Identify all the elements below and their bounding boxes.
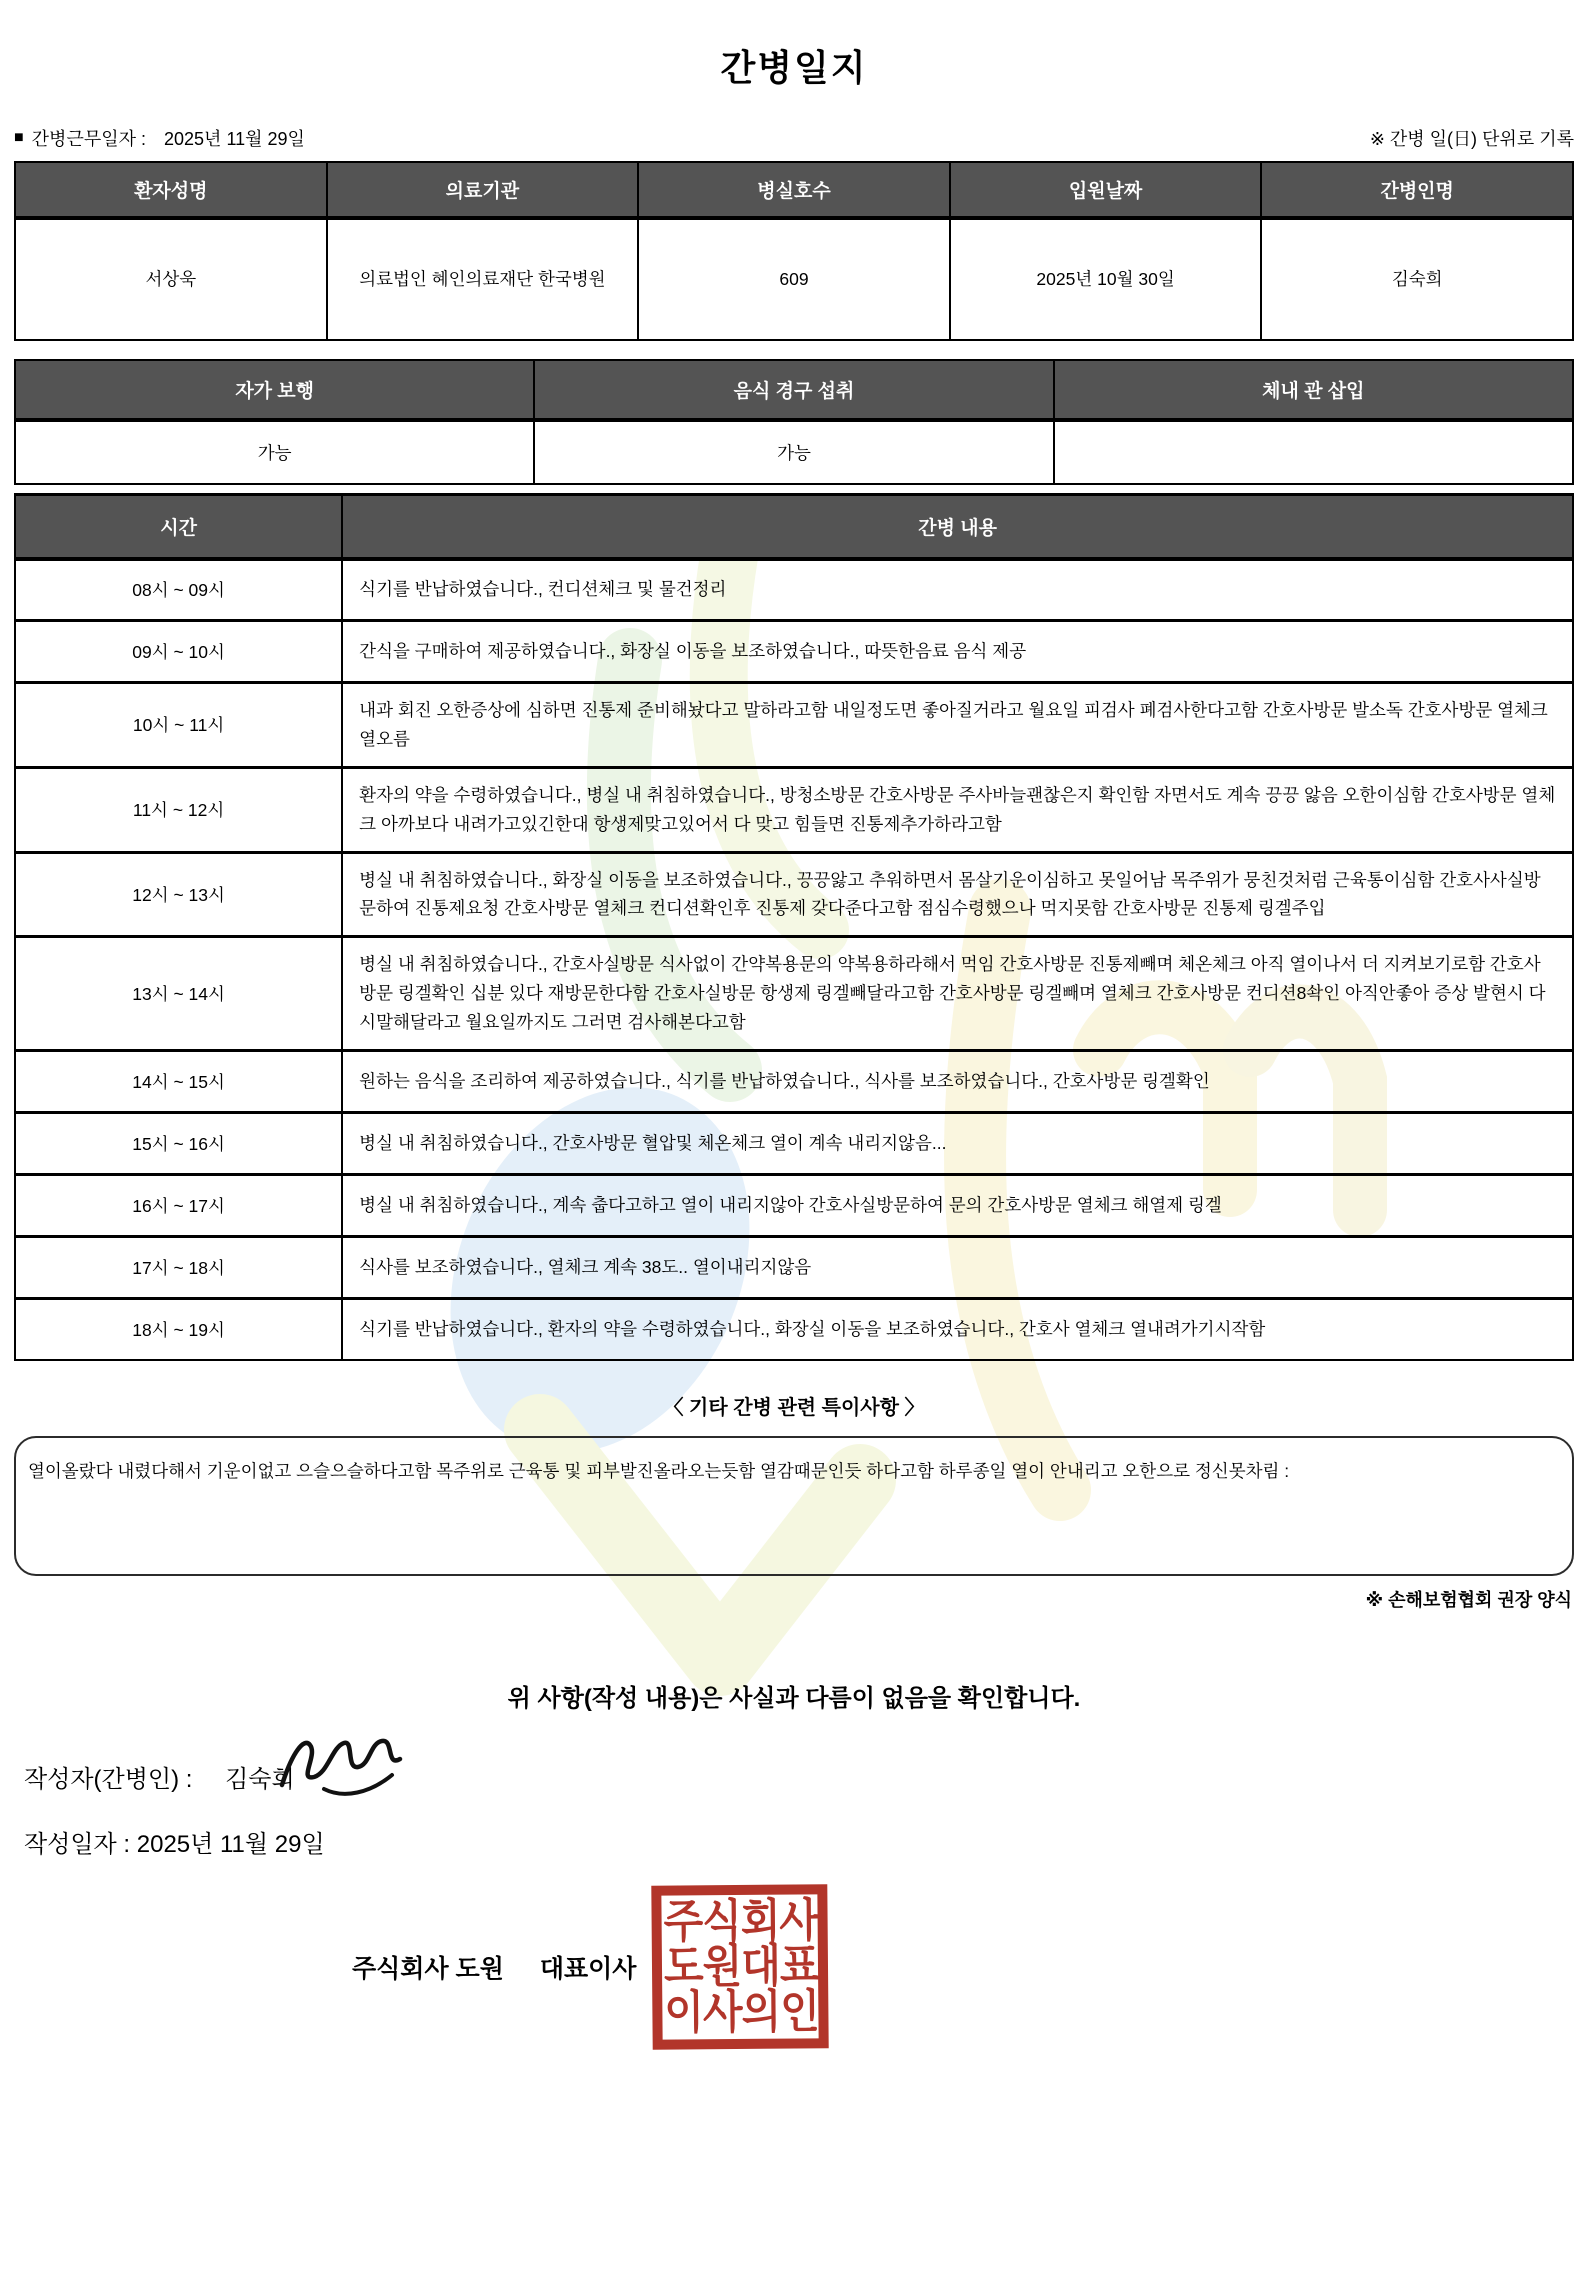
col-caregiver-name: 간병인명 (1261, 162, 1573, 218)
care-content: 병실 내 취침하였습니다., 간호사실방문 식사없이 간약복용문의 약복용하라해서 먹임 간호사방문 진통제빼며 체온체크 아직 열이나서 더 지켜보기로함 간호사방문 링겔확인 십분 있다 재방문한다함 간호사실방문 항생제 링겔빼달라고함 간호사방문 링겔빼며 열체크 간호사방문 컨디션8솩인 아직안좋아 증상 발현시 다시말해달라고 월요일까지도 그러면 검사해본다고함 (342, 937, 1573, 1051)
care-content: 원하는 음식을 조리하여 제공하였습니다., 식기를 반납하였습니다., 식사를 보조하였습니다., 간호사방문 링겔확인 (342, 1050, 1573, 1112)
care-content: 병실 내 취침하였습니다., 계속 춥다고하고 열이 내리지않아 간호사실방문하여 문의 간호사방문 열체크 해열제 링겔 (342, 1174, 1573, 1236)
table-row (15, 683, 1573, 768)
ceo-title: 대표이사 (539, 1955, 637, 1984)
care-content: 병실 내 취침하였습니다., 화장실 이동을 보조하였습니다., 끙끙앓고 추워하면서 몸살기운이심하고 못일어남 목주위가 뭉친것처럼 근육통이심함 간호사사실방문하여 진통제요청 간호사방문 열체크 컨디션확인후 진통제 갖다준다고함 점심수령했으나 먹지못함 간호사방문 진통제 링겔주입 (342, 852, 1573, 937)
time-slot: 18시 ~ 19시 (15, 1298, 342, 1360)
time-slot: 16시 ~ 17시 (15, 1174, 342, 1236)
confirmation-statement: 위 사항(작성 내용)은 사실과 다름이 없음을 확인합니다. (507, 1685, 1081, 1713)
seal-line: 이사의인 (664, 1985, 820, 2039)
oral-intake-value: 가능 (534, 420, 1053, 484)
seal-line: 도원대표 (664, 1940, 820, 1994)
written-date-line (24, 1824, 1588, 1859)
col-oral-intake: 음식 경구 섭취 (534, 360, 1053, 420)
time-slot: 17시 ~ 18시 (15, 1236, 342, 1298)
special-notes-box (14, 1436, 1574, 1576)
recommended-form-note: ※ 손해보험협회 권장 양식 (1365, 1590, 1572, 1611)
work-date-line (14, 125, 305, 151)
written-date-label: 작성일자 : (24, 1831, 131, 1859)
time-slot: 09시 ~ 10시 (15, 621, 342, 683)
status-header-row (15, 360, 1573, 420)
company-name: 주식회사 도원 (352, 1955, 504, 1984)
time-slot: 12시 ~ 13시 (15, 852, 342, 937)
writer-line (24, 1759, 1588, 1794)
time-slot: 08시 ~ 09시 (15, 559, 342, 621)
table-row (15, 852, 1573, 937)
corporate-seal-stamp (652, 1885, 829, 2051)
table-row (15, 1050, 1573, 1112)
care-content: 식사를 보조하였습니다., 열체크 계속 38도.. 열이내리지않음 (342, 1236, 1573, 1298)
status-value-row (15, 420, 1573, 484)
written-date-value: 2025년 11월 29일 (136, 1831, 325, 1859)
patient-status-table (14, 359, 1574, 485)
table-row (15, 767, 1573, 852)
seal-line: 주식회사 (663, 1895, 819, 1948)
page-title: 간병일지 (720, 47, 868, 88)
table-row (15, 1174, 1573, 1236)
time-slot: 14시 ~ 15시 (15, 1050, 342, 1112)
special-notes-heading: 〈 기타 간병 관련 특이사항 〉 (663, 1397, 925, 1420)
col-medical-institution: 의료기관 (327, 162, 639, 218)
handwritten-signature (270, 1723, 420, 1809)
work-date-label: 간병근무일자 : (31, 129, 147, 149)
table-row (15, 937, 1573, 1051)
time-slot: 13시 ~ 14시 (15, 937, 342, 1051)
self-walking-value: 가능 (15, 420, 534, 484)
patient-header-row (15, 162, 1573, 218)
room-number: 609 (638, 218, 950, 340)
writer-label: 작성자(간병인) : (24, 1766, 193, 1794)
care-content: 식기를 반납하였습니다., 환자의 약을 수령하였습니다., 화장실 이동을 보조하였습니다., 간호사 열체크 열내려가기시작함 (342, 1298, 1573, 1360)
meta-row (14, 125, 1574, 151)
care-content: 병실 내 취침하였습니다., 간호사방문 혈압및 체온체크 열이 계속 내리지않음... (342, 1112, 1573, 1174)
writer-name: 김숙희 (225, 1766, 295, 1794)
col-admission-date: 입원날짜 (950, 162, 1262, 218)
care-content: 식기를 반납하였습니다., 컨디션체크 및 물건정리 (342, 559, 1573, 621)
col-tube-inserted: 체내 관 삽입 (1054, 360, 1573, 420)
company-line (352, 1885, 1588, 2049)
col-self-walking: 자가 보행 (15, 360, 534, 420)
col-care-content: 간병 내용 (342, 495, 1573, 559)
special-notes-text: 열이올랐다 내렸다해서 기운이없고 으슬으슬하다고함 목주위로 근육통 및 피부발진올라오는듯함 열감때문인듯 하다고함 하루종일 열이 안내리고 오한으로 정신못차림 : (28, 1461, 1290, 1482)
patient-name: 서상욱 (15, 218, 327, 340)
care-log-table (14, 493, 1574, 1361)
work-date-value: 2025년 11월 29일 (164, 129, 305, 149)
col-room-number: 병실호수 (638, 162, 950, 218)
admission-date: 2025년 10월 30일 (950, 218, 1262, 340)
col-time: 시간 (15, 495, 342, 559)
patient-info-table (14, 161, 1574, 341)
square-bullet-icon: ■ (14, 129, 24, 146)
time-slot: 11시 ~ 12시 (15, 767, 342, 852)
medical-institution: 의료법인 혜인의료재단 한국병원 (327, 218, 639, 340)
table-row (15, 1236, 1573, 1298)
care-content: 환자의 약을 수령하였습니다., 병실 내 취침하였습니다., 방청소방문 간호사방문 주사바늘괜찮은지 확인함 자면서도 계속 끙끙 앓음 오한이심함 간호사방문 열체크 아까보다 내려가고있긴한대 항생제맞고있어서 다 맞고 힘들면 진통제추가하라고함 (342, 767, 1573, 852)
col-patient-name: 환자성명 (15, 162, 327, 218)
unit-note: ※ 간병 일(日) 단위로 기록 (1369, 129, 1574, 149)
patient-value-row (15, 218, 1573, 340)
caregiver-name: 김숙희 (1261, 218, 1573, 340)
time-slot: 15시 ~ 16시 (15, 1112, 342, 1174)
tube-inserted-value (1054, 420, 1573, 484)
table-row (15, 1298, 1573, 1360)
time-slot: 10시 ~ 11시 (15, 683, 342, 768)
care-content: 내과 회진 오한증상에 심하면 진통제 준비해놨다고 말하라고함 내일정도면 좋아질거라고 월요일 피검사 폐검사한다고함 간호사방문 발소독 간호사방문 열체크 열오름 (342, 683, 1573, 768)
table-row (15, 1112, 1573, 1174)
table-row (15, 559, 1573, 621)
care-header-row (15, 495, 1573, 559)
table-row (15, 621, 1573, 683)
care-content: 간식을 구매하여 제공하였습니다., 화장실 이동을 보조하였습니다., 따뜻한음료 음식 제공 (342, 621, 1573, 683)
